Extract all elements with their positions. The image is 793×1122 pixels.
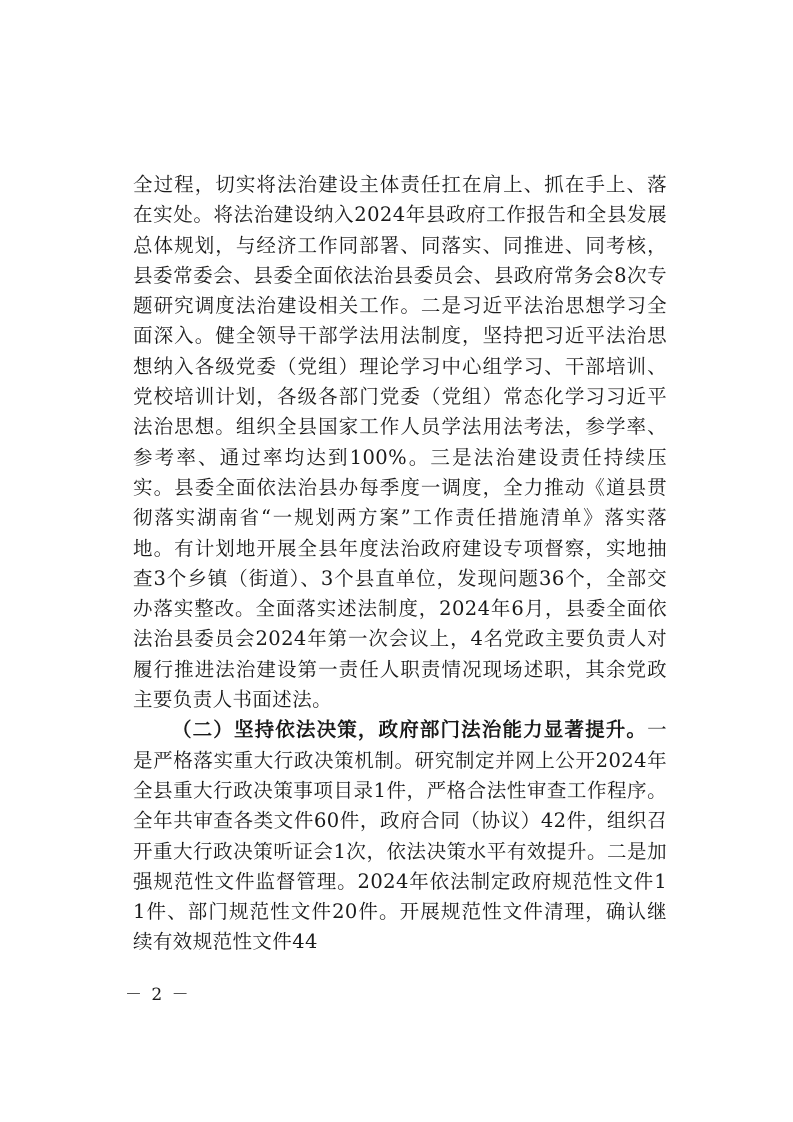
section-heading-2: （二）坚持依法决策，政府部门法治能力显著提升。 [172, 718, 648, 742]
page-number: － 2 － [125, 985, 191, 1005]
paragraph-2 [133, 715, 667, 957]
paragraph-1-text: 全过程，切实将法治建设主体责任扛在肩上、抓在手上、落在实处。将法治建设纳入2024年县政府工作报告和全县发展总体规划，与经济工作同部署、同落实、同推进、同考核，县委常委会、县委全面依法治县委员会、县政府常务会8次专题研究调度法治建设相关工作。二是习近平法治思想学习全面深入。健全领导干部学法用法制度，坚持把习近平法治思想纳入各级党委（党组）理论学习中心组学习、干部培训、党校培训计划，各级各部门党委（党组）常态化学习习近平法治思想。组织全县国家工作人员学法用法考法，参学率、参考率、通过率均达到100%。三是法治建设责任持续压实。县委全面依法治县办每季度一调度，全力推动《道县贯彻落实湖南省“一规划两方案”工作责任措施清单》落实落地。有计划地开展全县年度法治政府建设专项督察，实地抽查3个乡镇（街道）、3个县直单位，发现问题36个，全部交办落实整改。全面落实述法制度，2024年6月，县委全面依法治县委员会2024年第一次会议上，4名党政主要负责人对履行推进法治建设第一责任人职责情况现场述职，其余党政主要负责人书面述法。 [133, 173, 667, 712]
document-body [133, 170, 667, 958]
paragraph-1 [133, 170, 667, 715]
paragraph-2-text: 一是严格落实重大行政决策机制。研究制定并网上公开2024年全县重大行政决策事项目录1件，严格合法性审查工作程序。全年共审查各类文件60件，政府合同（协议）42件，组织召开重大行政决策听证会1次，依法决策水平有效提升。二是加强规范性文件监督管理。2024年依法制定政府规范性文件11件、部门规范性文件20件。开展规范性文件清理，确认继续有效规范性文件44 [133, 718, 667, 954]
